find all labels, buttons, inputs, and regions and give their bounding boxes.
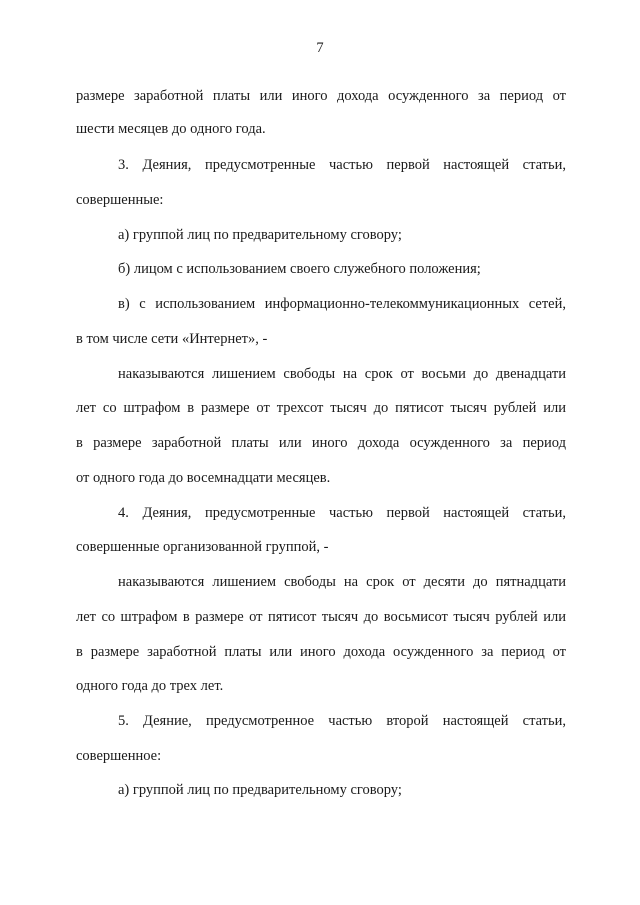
text-line: 3. Деяния, предусмотренные частью первой настоящей статьи, [118, 157, 566, 173]
text-line: лет со штрафом в размере от пятисот тысяч до восьмисот тысяч рублей или [76, 609, 566, 625]
text-line: одного года до трех лет. [76, 678, 224, 694]
text-line: наказываются лишением свободы на срок от восьми до двенадцати [118, 366, 566, 382]
text-line: в размере заработной платы или иного дохода осужденного за период от [76, 644, 566, 660]
text-line: а) группой лиц по предварительному сговору; [118, 227, 402, 243]
text-line: в размере заработной платы или иного дохода осужденного за период [76, 435, 566, 451]
text-line: от одного года до восемнадцати месяцев. [76, 470, 331, 486]
text-line: лет со штрафом в размере от трехсот тысяч до пятисот тысяч рублей или [76, 400, 566, 416]
text-line: в) с использованием информационно-телекоммуникационных сетей, [118, 296, 566, 312]
text-line: а) группой лиц по предварительному сговору; [118, 782, 402, 798]
page-number: 7 [316, 40, 324, 56]
text-line: 5. Деяние, предусмотренное частью второй настоящей статьи, [118, 713, 566, 729]
text-line: совершенные организованной группой, - [76, 539, 329, 555]
text-line: совершенное: [76, 748, 162, 764]
text-line: 4. Деяния, предусмотренные частью первой настоящей статьи, [118, 505, 566, 521]
text-line: в том числе сети «Интернет», - [76, 331, 268, 347]
text-line: шести месяцев до одного года. [76, 121, 266, 137]
text-line: совершенные: [76, 192, 164, 208]
text-line: наказываются лишением свободы на срок от десяти до пятнадцати [118, 574, 566, 590]
text-line: размере заработной платы или иного дохода осужденного за период от [76, 88, 566, 104]
text-line: б) лицом с использованием своего служебного положения; [118, 261, 481, 277]
